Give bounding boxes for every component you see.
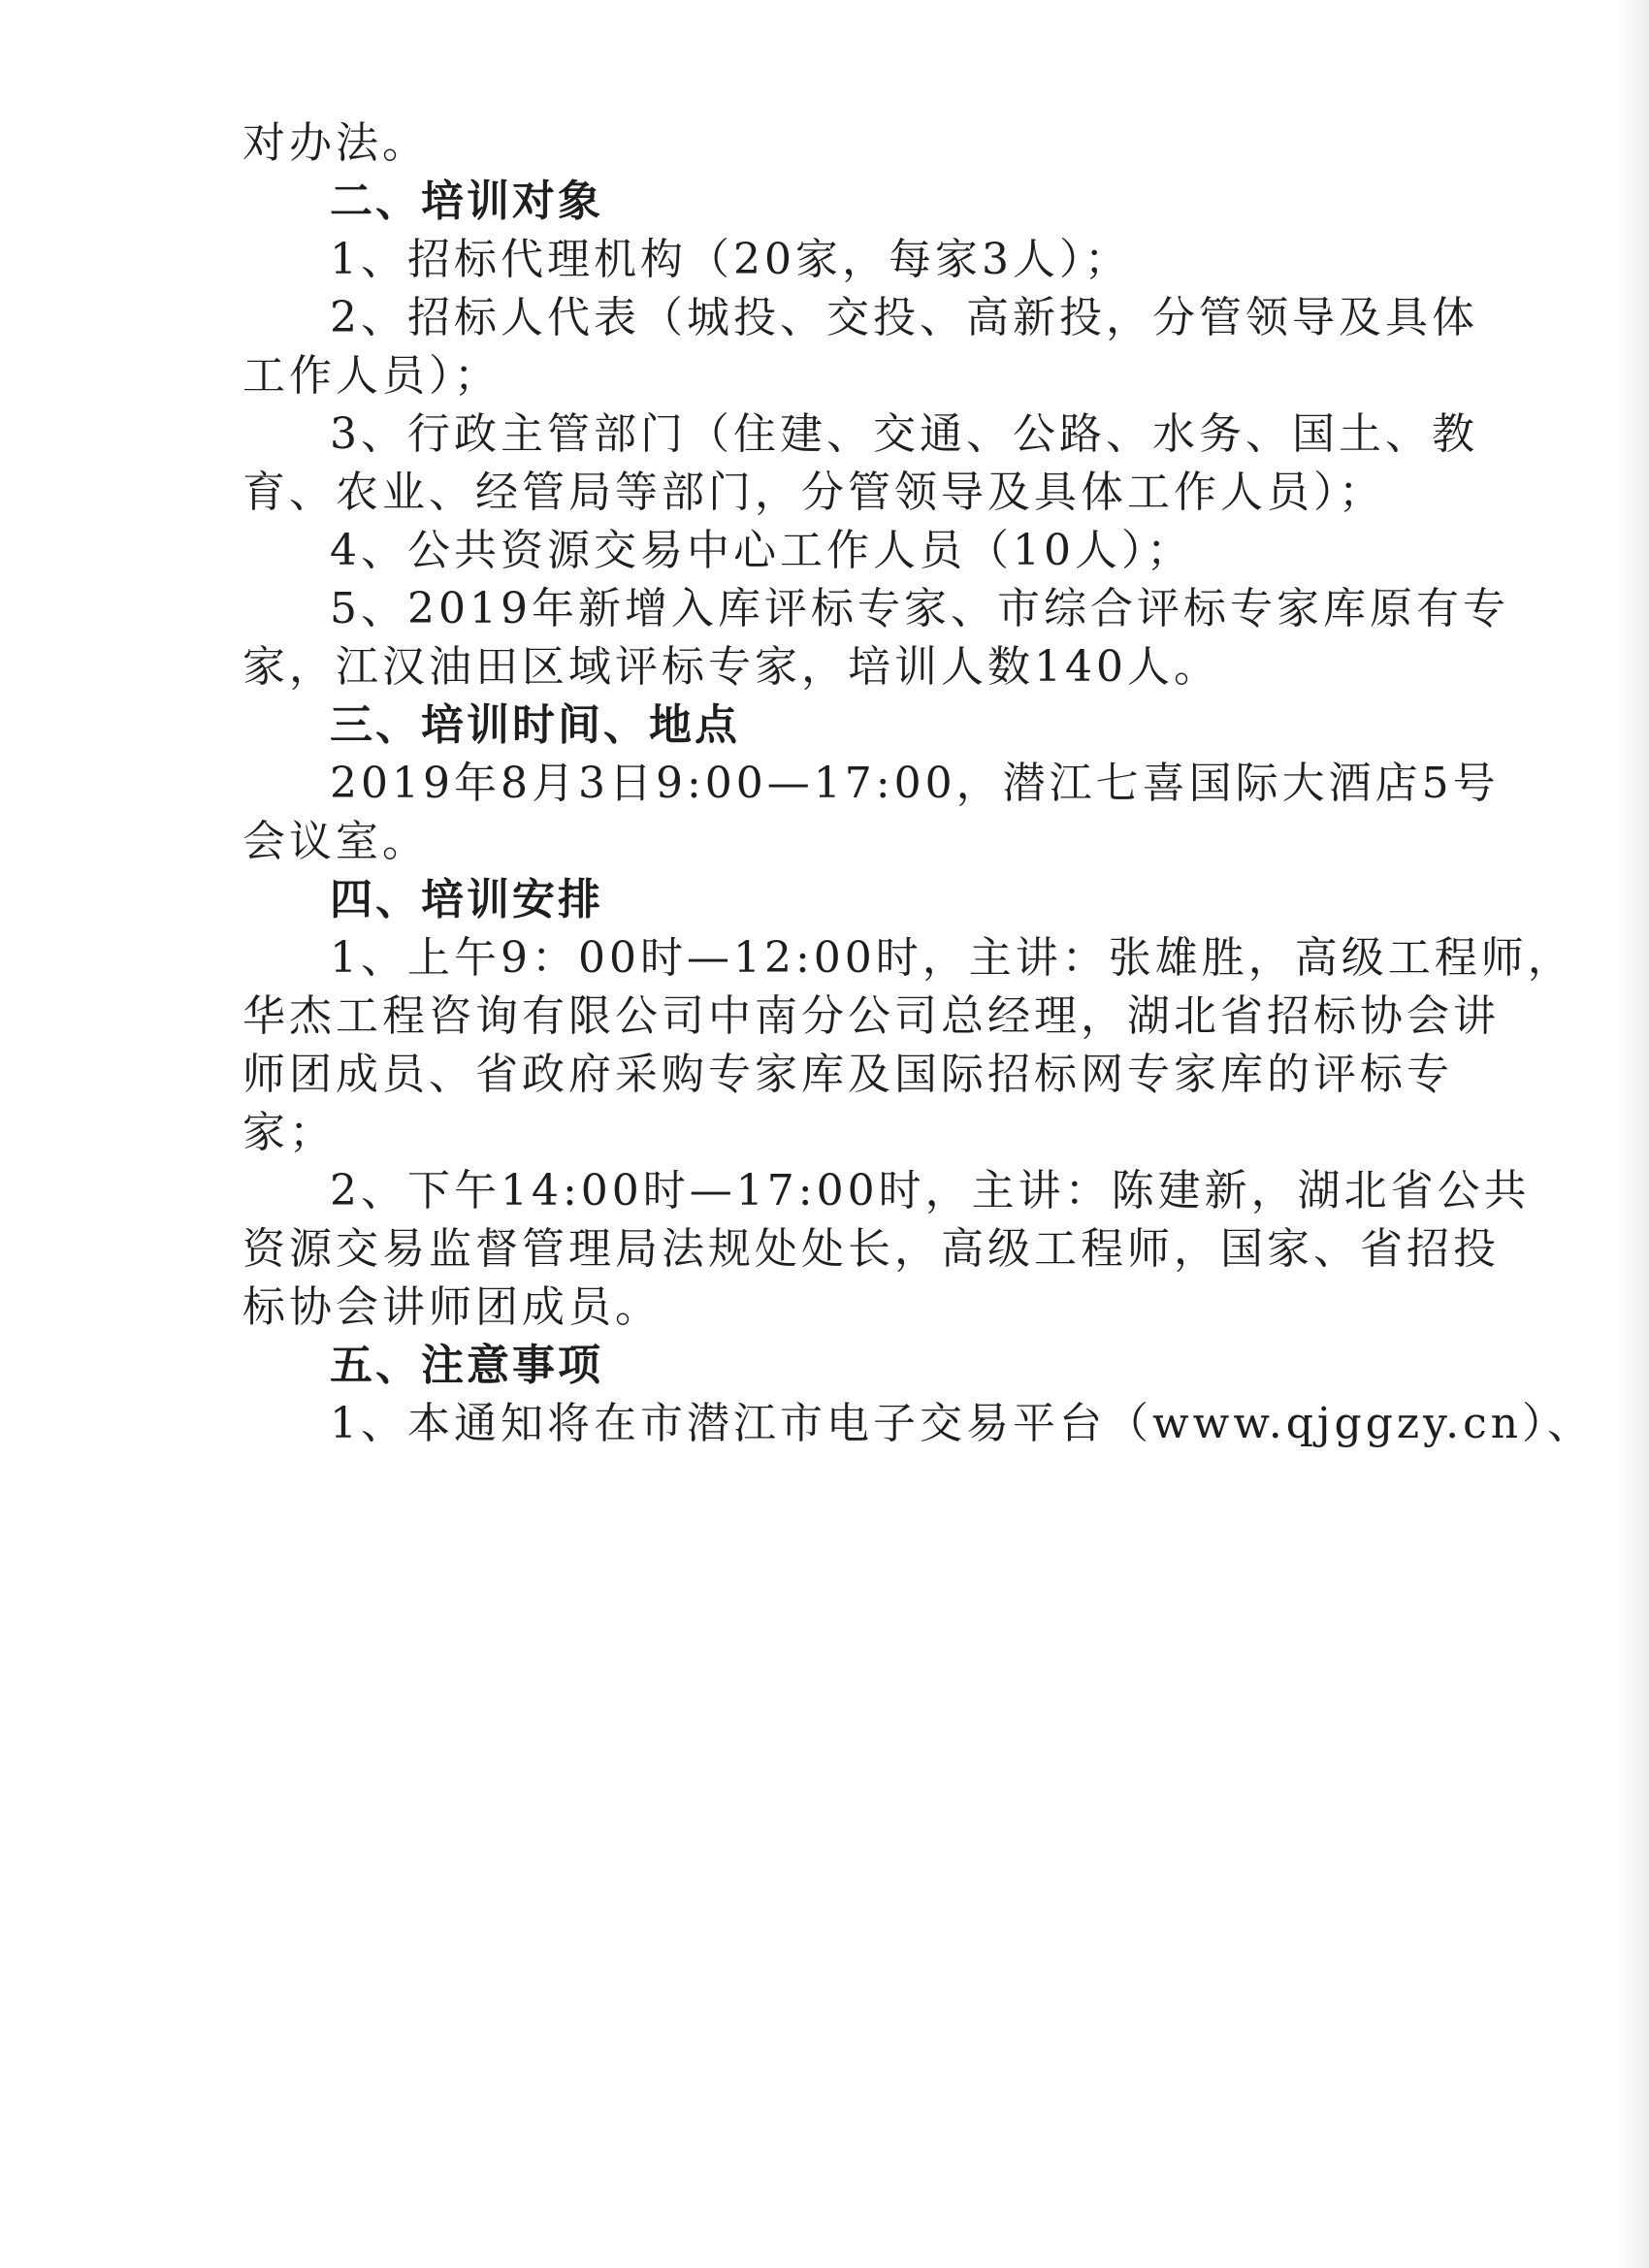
- text-line: 家；: [242, 1108, 336, 1157]
- section-heading-notes: 五、注意事项: [330, 1341, 603, 1390]
- section-heading-arrangements: 四、培训安排: [330, 875, 603, 924]
- text-line: 华杰工程咨询有限公司中南分公司总经理，湖北省招标协会讲: [242, 991, 1500, 1041]
- text-line: 会议室。: [242, 817, 429, 866]
- text-line: 5、2019年新增入库评标专家、市综合评标专家库原有专: [330, 584, 1509, 633]
- scan-edge-shadow: [1616, 0, 1649, 2268]
- text-line: 育、农业、经管局等部门，分管领导及具体工作人员）；: [242, 468, 1385, 517]
- text-line: 工作人员）；: [242, 351, 501, 401]
- text-line: 对办法。: [242, 118, 429, 168]
- text-line: 2、下午14:00时—17:00时，主讲：陈建新，湖北省公共: [330, 1166, 1531, 1215]
- text-line: 4、公共资源交易中心工作人员（10人）；: [330, 526, 1193, 575]
- text-line: 家，江汉油田区域评标专家，培训人数140人。: [242, 642, 1220, 692]
- text-line: 3、行政主管部门（住建、交通、公路、水务、国土、教: [330, 409, 1478, 459]
- text-line: 资源交易监督管理局法规处处长，高级工程师，国家、省招投: [242, 1224, 1500, 1274]
- text-line: 1、上午9：00时—12:00时，主讲：张雄胜，高级工程师，: [330, 933, 1574, 983]
- text-line: 1、本通知将在市潜江市电子交易平台（www.qjggzy.cn）、: [330, 1399, 1595, 1448]
- text-line: 1、招标代理机构（20家，每家3人）；: [330, 235, 1131, 284]
- text-line: 标协会讲师团成员。: [242, 1282, 662, 1332]
- section-heading-time-location: 三、培训时间、地点: [330, 700, 740, 750]
- section-heading-training-targets: 二、培训对象: [330, 177, 603, 226]
- text-line: 师团成员、省政府采购专家库及国际招标网专家库的评标专: [242, 1050, 1453, 1099]
- text-line: 2、招标人代表（城投、交投、高新投，分管领导及具体: [330, 293, 1478, 342]
- text-line: 2019年8月3日9:00—17:00，潜江七喜国际大酒店5号: [330, 759, 1500, 808]
